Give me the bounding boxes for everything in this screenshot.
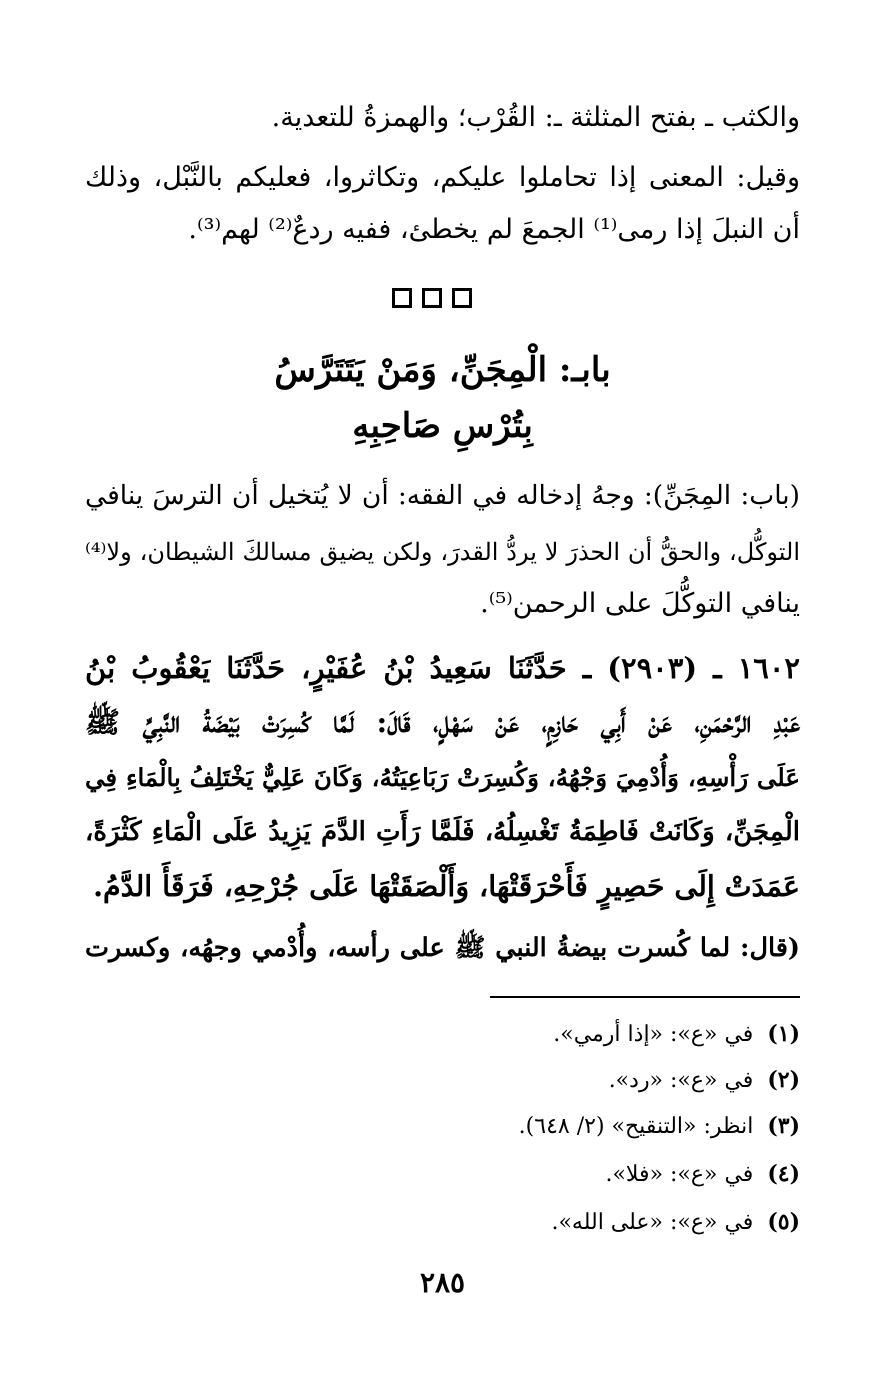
footnote-text: في «ع»: «على الله». <box>551 1210 754 1235</box>
footnote-number: (٢) <box>767 1067 800 1093</box>
footnote-number: (٤) <box>767 1161 800 1187</box>
hadith-line: الْمِجَنِّ، وَكَانَتْ فَاطِمَةُ تَغْسِلُهُ، فَلَمَّا رَأَتِ الدَّمَ يَزِيدُ عَلَى الْمَاءِ كَثْرَةً، <box>85 817 800 847</box>
square-ornament-icon <box>392 288 412 308</box>
hadith-line: عَلَى رَأْسِهِ، وَأُدْمِيَ وَجْهُهُ، وَكُسِرَتْ رَبَاعِيَتُهُ، وَكَانَ عَلِيٌّ يَخْتَلِفُ بِالْمَاءِ فِي <box>85 763 800 792</box>
text-line: والكثب ـ بفتح المثلثة ـ: القُرْب؛ والهمزةُ للتعدية. <box>271 102 800 133</box>
page-number: ٢٨٥ <box>419 1266 466 1299</box>
footnote-text: في «ع»: «فلا». <box>605 1162 754 1187</box>
hadith-line: عَبْدِ الرَّحْمَنِ، عَنْ أَبِي حَازِمٍ، عَنْ سَهْلٍ، قَالَ: لَمَّا كُسِرَتْ بَيْضَةُ النَّبِيِّ ﷺ <box>85 705 800 739</box>
footnote-text: انظر: «التنقيح» (٢/ ٦٤٨). <box>518 1114 754 1139</box>
square-ornament-icon <box>422 288 442 308</box>
text-line: أن النبلَ إذا رمى⁽¹⁾ الجمعَ لم يخطئ، ففيه ردعٌ⁽²⁾ لهم⁽³⁾. <box>188 214 800 245</box>
footnote <box>200 1206 800 1239</box>
footnote <box>200 1158 800 1191</box>
footnote-number: (٥) <box>767 1209 800 1235</box>
commentary-line: التوكُّل، والحقُّ أن الحذرَ لا يردُّ القدرَ، ولكن يضيق مسالكَ الشيطان، ولا⁽⁴⁾ <box>85 538 800 566</box>
square-ornament-icon <box>452 288 472 308</box>
footnote-number: (١) <box>767 1021 800 1047</box>
footnote-divider <box>490 996 800 998</box>
text-line: وقيل: المعنى إذا تحاملوا عليكم، وتكاثروا، فعليكم بالنَّبْل، وذلك <box>85 162 800 193</box>
footnote <box>200 1064 800 1097</box>
commentary-line: (باب: المِجَنِّ): وجهُ إدخاله في الفقه: أن لا يُتخيل أن الترسَ ينافي <box>85 480 800 511</box>
hadith-line: ١٦٠٢ ـ (٢٩٠٣) ـ حَدَّثَنَا سَعِيدُ بْنُ عُفَيْرٍ، حَدَّثَنَا يَعْقُوبُ بْنُ <box>85 651 800 685</box>
chapter-title: بِتُرْسِ صَاحِبِهِ <box>352 406 533 446</box>
footnote-text: في «ع»: «إذا أرمي». <box>553 1022 754 1047</box>
section-separator <box>392 288 472 308</box>
commentary-line: ينافي التوكُّلَ على الرحمن⁽⁵⁾. <box>480 588 800 619</box>
chapter-title: بابـ: الْمِجَنِّ، وَمَنْ يَتَتَرَّسُ <box>274 350 611 390</box>
footnote <box>200 1018 800 1051</box>
commentary-line: (قال: لما كُسرت بيضةُ النبي ﷺ على رأسه، وأُدْمي وجهُه، وكسرت <box>85 933 800 963</box>
footnote-number: (٣) <box>767 1113 800 1139</box>
hadith-line: عَمَدَتْ إِلَى حَصِيرٍ فَأَحْرَقَتْهَا، وَأَلْصَقَتْهَا عَلَى جُرْحِهِ، فَرَقَأَ الدَّمُ. <box>93 869 800 903</box>
footnote-text: في «ع»: «رد». <box>608 1068 754 1093</box>
footnote <box>200 1110 800 1143</box>
